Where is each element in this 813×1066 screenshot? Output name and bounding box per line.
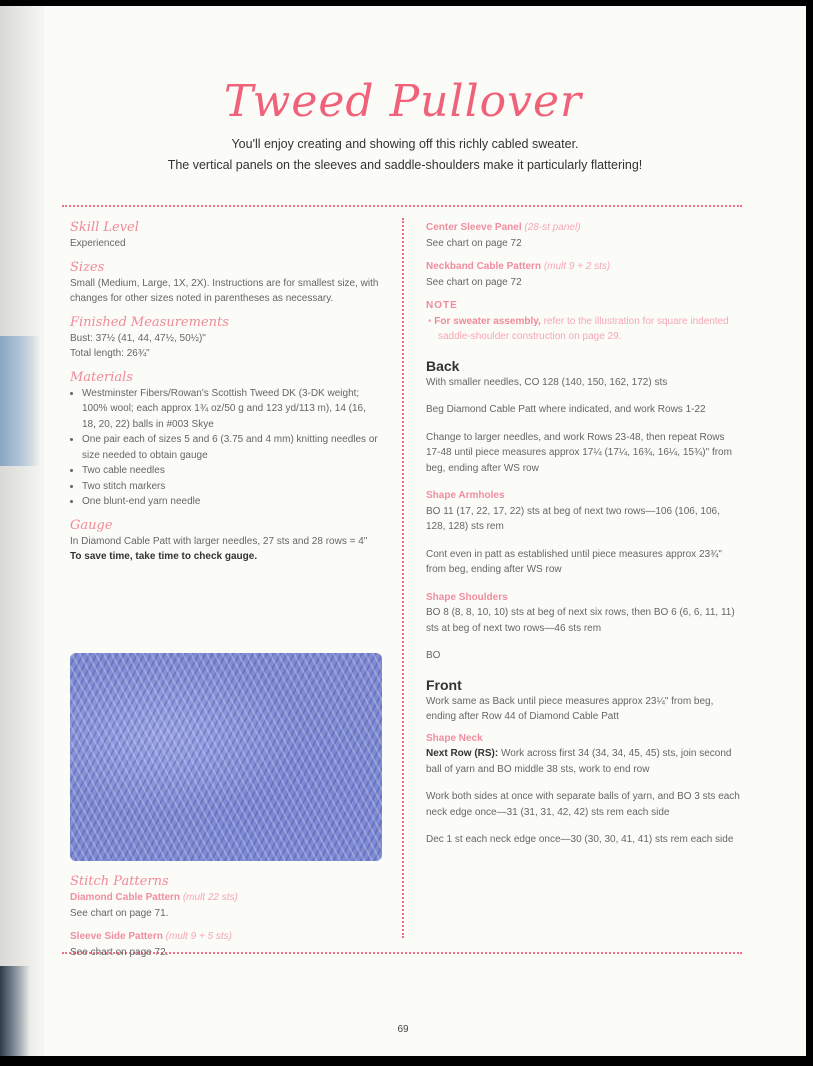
back-p3: Change to larger needles, and work Rows 23-48, then repeat Rows 17-48 until piece measures approx 17¼ (17¼, 16¾, 16¼, 15¾)" from beg, ending after WS row [426,431,732,474]
intro-text [60,134,750,176]
gauge-section [70,518,382,565]
knitted-swatch-photo [70,653,382,861]
back-p1: With smaller needles, CO 128 (140, 150, 162, 172) sts [426,376,668,388]
note-item: • For sweater assembly, refer to the illustration for square indented saddle-shoulder construction on page 29. [428,315,729,342]
back-p2: Beg Diamond Cable Patt where indicated, and work Rows 1-22 [426,404,706,415]
length-measurement: Total length: 26¾" [70,348,150,359]
shape-armholes-heading: Shape Armholes [426,490,505,501]
page-title: Tweed Pullover [223,76,583,127]
sleeve-side-name: Sleeve Side Pattern [70,931,163,942]
note-bold: For sweater assembly, [434,315,541,327]
back-section [426,357,741,664]
materials-item: • Westminster Fibers/Rowan's Scottish Tweed DK (3-DK weight; 100% wool; each approx 1¾ oz/50 g and 123 yd/113 m), 14 (16, 18, 20, 22) balls in #003 Skye [82,386,382,433]
gauge-text: In Diamond Cable Patt with larger needles, 27 sts and 28 rows = 4" [70,535,368,547]
center-sleeve-name: Center Sleeve Panel [426,222,522,233]
sleeve-side-pattern [70,929,382,960]
front-p3: Dec 1 st each neck edge once—30 (30, 30, 41, 41) sts rem each side [426,834,734,845]
gauge-bold-note: To save time, take time to check gauge. [70,551,258,562]
top-dotted-divider [62,205,742,207]
next-row-text: Work across first 34 (34, 34, 45, 45) sts, join second ball of yarn and BO middle 38 sts, work to end row [426,748,732,775]
center-sleeve-ref: See chart on page 72 [426,237,522,249]
shape-neck-heading: Shape Neck [426,732,483,744]
materials-heading: Materials [70,369,133,385]
stitch-patterns-section [70,874,382,960]
shoulders-p1: BO 8 (8, 8, 10, 10) sts at beg of next six rows, then BO 6 (6, 6, 11, 11) sts at beg of next two rows—46 sts rem [426,607,735,634]
neckband-name: Neckband Cable Pattern [426,261,542,272]
front-p1: Work same as Back until piece measures approx 23¼" from beg, ending after Row 44 of Diamond Cable Patt [426,695,714,722]
note-text: refer to the illustration for square indented saddle-shoulder construction on page 29. [438,315,729,342]
note-heading: NOTE [426,300,458,311]
diamond-cable-mult: (mult 22 sts) [182,892,238,903]
skill-level-text: Experienced [70,238,126,249]
materials-item: • Two cable needles [82,463,382,479]
right-column [426,220,741,848]
finished-measurements-heading: Finished Measurements [70,314,229,330]
materials-list [70,386,382,510]
back-bo: BO [426,650,441,661]
finished-measurements-section [70,315,382,362]
center-sleeve-panel [426,220,741,251]
center-sleeve-mult: (28-st panel) [524,222,581,233]
intro-line-1: You'll enjoy creating and showing off this richly cabled sweater. [231,137,579,151]
front-heading: Front [426,676,462,693]
neckband-mult: (mult 9 + 2 sts) [543,261,611,272]
front-section [426,676,741,848]
page-number: 69 [397,1024,409,1035]
column-dotted-divider [402,218,404,938]
book-page [0,6,806,1056]
armholes-p1: BO 11 (17, 22, 17, 22) sts at beg of next two rows—106 (106, 106, 128, 128) sts rem [426,505,720,532]
skill-level-section [70,220,382,252]
sizes-heading: Sizes [70,259,105,275]
front-p2: Work both sides at once with separate balls of yarn, and BO 3 sts each neck edge once—31 (31, 31, 42, 42) sts rem each side [426,791,740,818]
sleeve-side-mult: (mult 9 + 5 sts) [165,931,233,942]
stitch-patterns-heading: Stitch Patterns [70,874,169,889]
note-section [426,298,741,345]
diamond-cable-ref: See chart on page 71. [70,907,169,919]
spine-blue-strip [0,336,40,466]
materials-item: • One pair each of sizes 5 and 6 (3.75 and 4 mm) knitting needles or size needed to obtain gauge [82,432,382,463]
back-heading: Back [426,357,460,374]
next-row-label: Next Row (RS): [426,748,499,759]
neckband-ref: See chart on page 72 [426,276,522,288]
sleeve-side-ref: See chart on page 72. [70,946,169,958]
diamond-cable-pattern [70,890,382,921]
diamond-cable-name: Diamond Cable Pattern [70,892,181,903]
book-spine-shadow [0,6,44,1056]
materials-item: • Two stitch markers [82,479,382,495]
next-row-instruction [426,746,741,777]
shape-shoulders-heading: Shape Shoulders [426,591,508,603]
sizes-section [70,260,382,307]
bust-measurement: Bust: 37½ (41, 44, 47½, 50½)" [70,332,206,344]
materials-section [70,370,382,510]
skill-level-heading: Skill Level [70,220,139,235]
armholes-p2: Cont even in patt as established until piece measures approx 23¾" from beg, ending after WS row [426,548,722,575]
sizes-text: Small (Medium, Large, 1X, 2X). Instructions are for smallest size, with changes for other sizes noted in parentheses as necessary. [70,277,379,304]
intro-line-2: The vertical panels on the sleeves and saddle-shoulders make it particularly flattering! [167,158,643,172]
materials-item: • One blunt-end yarn needle [82,494,382,510]
neckband-cable-pattern [426,259,741,290]
left-column [70,220,382,573]
gauge-heading: Gauge [70,517,113,533]
spine-dark-strip [0,966,30,1056]
